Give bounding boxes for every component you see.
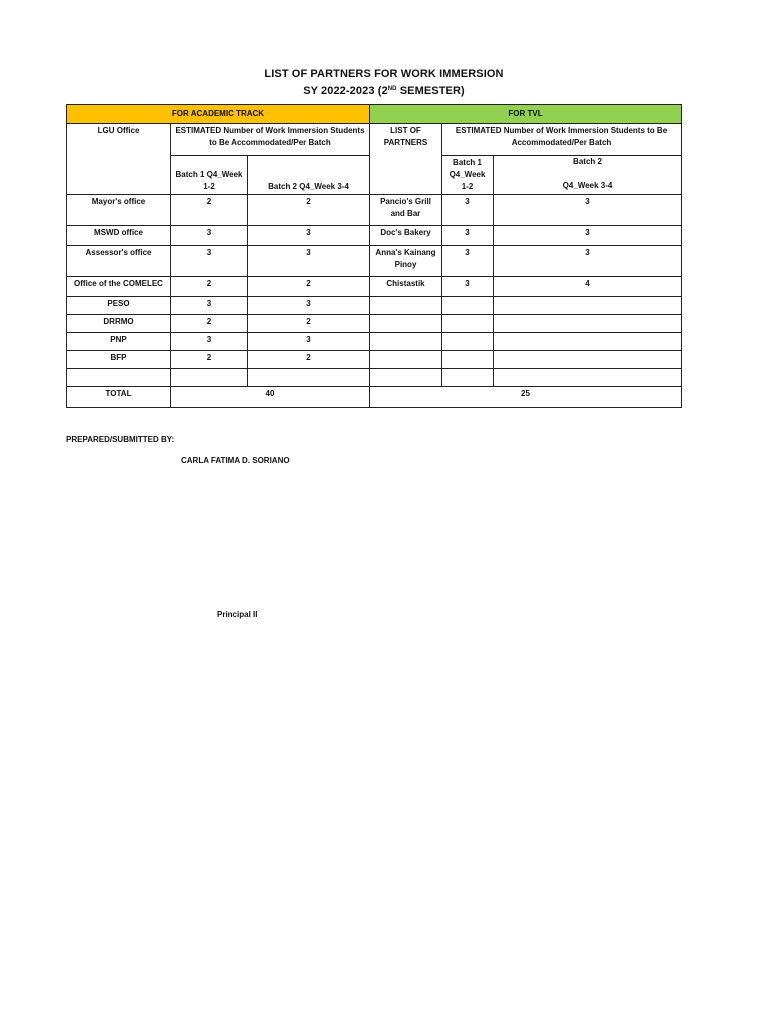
- column-header-row: [67, 124, 682, 156]
- title-line-2: SY 2022-2023 (2ND SEMESTER): [303, 85, 465, 97]
- tvl-batch2-cell: [494, 333, 682, 351]
- academic-batch1-header: Batch 1 Q4_Week 1-2: [171, 156, 248, 195]
- academic-batch1-cell: 3: [171, 297, 248, 315]
- academic-batch2-cell: 2: [248, 195, 370, 226]
- tvl-batch1-cell: 3: [442, 277, 494, 297]
- tvl-batch2-cell: [494, 315, 682, 333]
- partner-cell: Doc's Bakery: [370, 226, 442, 246]
- document-title: [0, 67, 768, 99]
- academic-track-header: FOR ACADEMIC TRACK: [67, 105, 370, 124]
- tvl-batch1-cell: [442, 297, 494, 315]
- lgu-office-cell: Office of the COMELEC: [67, 277, 171, 297]
- academic-batch1-cell: 3: [171, 333, 248, 351]
- academic-batch1-cell: [171, 369, 248, 387]
- academic-batch2-cell: 2: [248, 315, 370, 333]
- partner-cell: Chistastik: [370, 277, 442, 297]
- tvl-batch2-cell: [494, 297, 682, 315]
- preparer-position: Principal II: [217, 610, 258, 619]
- table-row: [67, 226, 682, 246]
- table-row: [67, 351, 682, 369]
- academic-batch1-cell: 2: [171, 277, 248, 297]
- tvl-batch2-cell: 3: [494, 195, 682, 226]
- partner-cell: Pancio's Grill and Bar: [370, 195, 442, 226]
- tvl-batch2-header: [494, 156, 682, 195]
- track-header-row: [67, 105, 682, 124]
- lgu-office-cell: Mayor's office: [67, 195, 171, 226]
- lgu-office-cell: BFP: [67, 351, 171, 369]
- lgu-office-cell: PNP: [67, 333, 171, 351]
- academic-batch2-cell: 3: [248, 297, 370, 315]
- lgu-office-cell: Assessor's office: [67, 246, 171, 277]
- total-label: TOTAL: [67, 387, 171, 408]
- lgu-office-cell: MSWD office: [67, 226, 171, 246]
- tvl-batch2-cell: [494, 369, 682, 387]
- tvl-track-header: FOR TVL: [370, 105, 682, 124]
- preparer-name: CARLA FATIMA D. SORIANO: [181, 456, 290, 465]
- academic-batch1-cell: 3: [171, 246, 248, 277]
- table-row: [67, 246, 682, 277]
- table-row: [67, 333, 682, 351]
- table-row: [67, 277, 682, 297]
- tvl-batch1-cell: [442, 333, 494, 351]
- total-row: [67, 387, 682, 408]
- academic-batch1-cell: 2: [171, 351, 248, 369]
- table-row: [67, 195, 682, 226]
- academic-batch1-cell: 2: [171, 315, 248, 333]
- academic-batch2-header: Batch 2 Q4_Week 3-4: [248, 156, 370, 195]
- tvl-batch1-cell: [442, 369, 494, 387]
- lgu-office-cell: PESO: [67, 297, 171, 315]
- partner-cell: [370, 333, 442, 351]
- list-of-partners-header: LIST OF PARTNERS: [370, 124, 442, 195]
- academic-batch2-cell: 2: [248, 351, 370, 369]
- tvl-batch2-cell: [494, 351, 682, 369]
- table-row: [67, 297, 682, 315]
- tvl-batch1-cell: 3: [442, 246, 494, 277]
- table-row: [67, 315, 682, 333]
- lgu-office-cell: DRRMO: [67, 315, 171, 333]
- partner-cell: [370, 369, 442, 387]
- title-line-1: LIST OF PARTNERS FOR WORK IMMERSION: [264, 68, 504, 80]
- tvl-batch2-cell: 4: [494, 277, 682, 297]
- partner-cell: [370, 315, 442, 333]
- tvl-batch1-header: Batch 1 Q4_Week 1-2: [442, 156, 494, 195]
- tvl-batch2-weeks: Q4_Week 3-4: [562, 181, 613, 190]
- tvl-batch2-cell: 3: [494, 226, 682, 246]
- tvl-batch2-cell: 3: [494, 246, 682, 277]
- academic-batch2-cell: 3: [248, 226, 370, 246]
- academic-batch2-cell: 3: [248, 333, 370, 351]
- total-academic: 40: [171, 387, 370, 408]
- partner-cell: Anna's Kainang Pinoy: [370, 246, 442, 277]
- tvl-batch1-cell: 3: [442, 226, 494, 246]
- academic-batch1-cell: 2: [171, 195, 248, 226]
- total-tvl: 25: [370, 387, 682, 408]
- table-row: [67, 369, 682, 387]
- prepared-by-label: PREPARED/SUBMITTED BY:: [66, 435, 175, 444]
- academic-batch1-cell: 3: [171, 226, 248, 246]
- tvl-batch1-cell: [442, 351, 494, 369]
- tvl-batch2-label: Batch 2: [573, 157, 602, 166]
- academic-batch2-cell: 3: [248, 246, 370, 277]
- academic-batch2-cell: 2: [248, 277, 370, 297]
- partners-table: [66, 104, 682, 408]
- lgu-office-cell: [67, 369, 171, 387]
- partner-cell: [370, 351, 442, 369]
- estimated-tvl-header: ESTIMATED Number of Work Immersion Students to Be Accommodated/Per Batch: [442, 124, 682, 156]
- estimated-academic-header: ESTIMATED Number of Work Immersion Students to Be Accommodated/Per Batch: [171, 124, 370, 156]
- lgu-office-header: LGU Office: [67, 124, 171, 195]
- academic-batch2-cell: [248, 369, 370, 387]
- tvl-batch1-cell: [442, 315, 494, 333]
- tvl-batch1-cell: 3: [442, 195, 494, 226]
- partner-cell: [370, 297, 442, 315]
